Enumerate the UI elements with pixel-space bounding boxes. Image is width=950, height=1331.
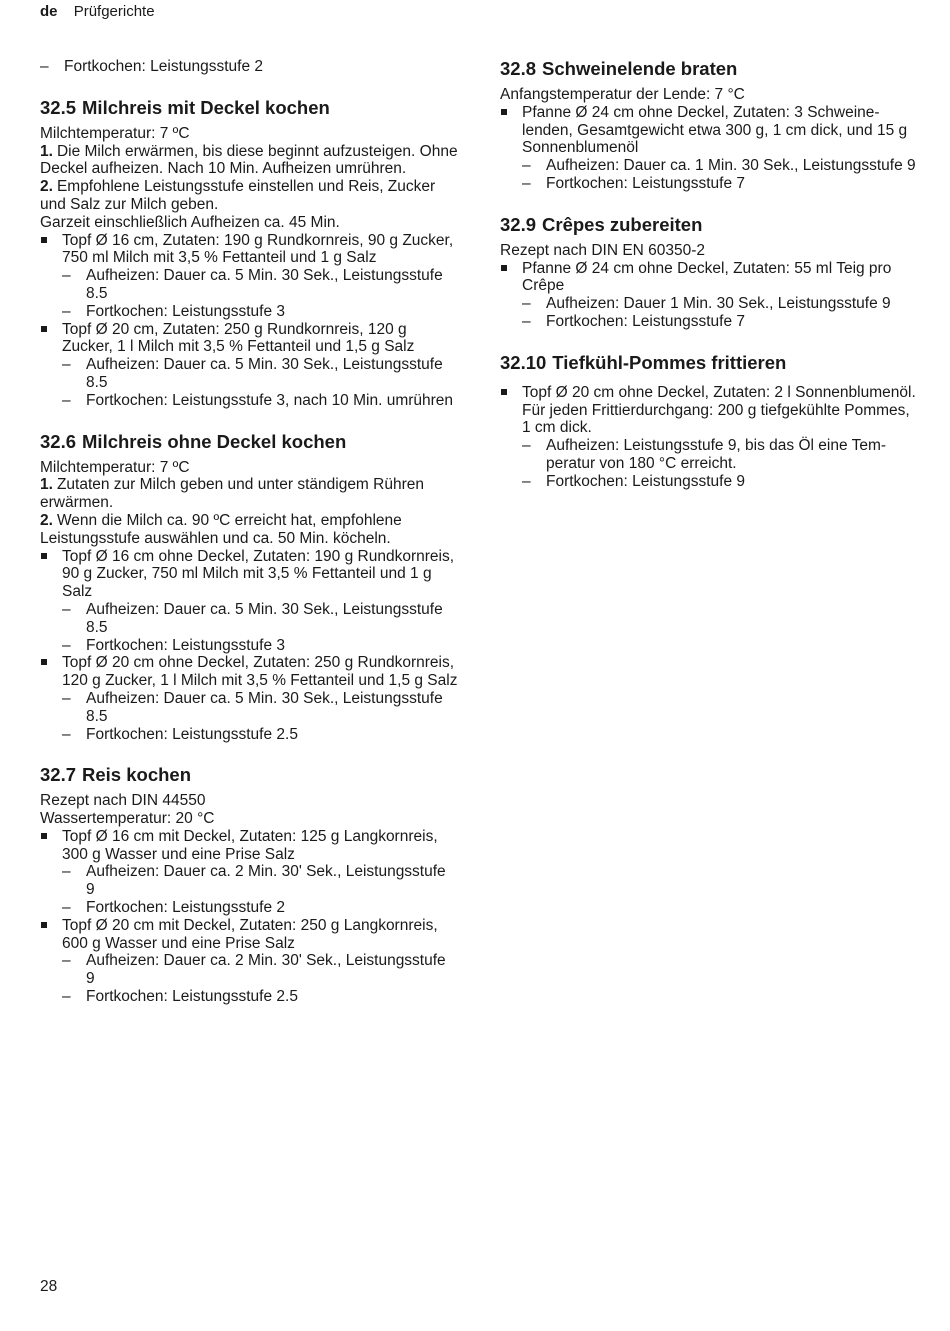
section-title: Milchreis ohne Deckel kochen (82, 430, 347, 452)
dash-item: – Aufheizen: Dauer ca. 5 Min. 30 Sek., Leistungsstufe 8.5 (62, 356, 458, 392)
dash-list (522, 157, 918, 193)
bullet-item (40, 232, 458, 321)
section-number: 32.6 (40, 430, 77, 452)
bullet-text: Topf Ø 20 cm, Zutaten: 250 g Rundkornreis, 120 g Zucker, 1 l Milch mit 3,5 % Fettanteil und 1,5 g Salz (62, 320, 415, 356)
dash-item: – Aufheizen: Dauer ca. 5 Min. 30 Sek., Leistungsstufe 8.5 (62, 601, 458, 637)
section-32-6 (40, 431, 458, 744)
dash-item: – Aufheizen: Dauer ca. 5 Min. 30 Sek., Leistungsstufe 8.5 (62, 690, 458, 726)
bullet-item (40, 828, 458, 917)
bullet-list (500, 384, 918, 491)
dash-item: – Aufheizen: Dauer ca. 1 Min. 30 Sek., Leistungsstufe 9 (522, 157, 918, 175)
intro-text: Anfangstemperatur der Lende: 7 °C (500, 86, 745, 103)
bullet-list (500, 104, 918, 193)
section-number: 32.9 (500, 213, 537, 235)
intro-text: Milchtemperatur: 7 ºC (40, 458, 190, 476)
language-code: de (40, 3, 58, 20)
section-number: 32.5 (40, 96, 77, 118)
dash-item: – Aufheizen: Dauer 1 Min. 30 Sek., Leistungsstufe 9 (522, 295, 918, 313)
intro-text: Wassertemperatur: 20 °C (40, 810, 215, 828)
section-number: 32.10 (500, 351, 547, 373)
left-column (40, 58, 458, 1006)
intro-text: Rezept nach DIN 44550 (40, 792, 206, 810)
section-heading (40, 431, 458, 453)
dash-item: – Fortkochen: Leistungsstufe 3 (62, 303, 458, 321)
step-item (40, 143, 458, 179)
intro-text: Milchtemperatur: 7 ºC (40, 124, 190, 142)
steps-list (40, 476, 458, 547)
step-number: 2. (40, 511, 53, 529)
step-item (40, 476, 458, 512)
step-number: 2. (40, 178, 53, 196)
dash-item: – Fortkochen: Leistungsstufe 9 (522, 473, 918, 491)
section-32-10 (500, 352, 918, 491)
bullet-item (40, 917, 458, 1006)
step-text: Die Milch erwärmen, bis diese beginnt aufzusteigen. Ohne Deckel aufheizen. Nach 10 Min. Aufheizen umrühren. (40, 142, 458, 178)
bullet-text: Pfanne Ø 24 cm ohne Deckel, Zutaten: 3 Schweinelenden, Gesamtgewicht etwa 300 g, 1 cm dick, und 15 g Sonnenblumenöl (522, 103, 908, 157)
dash-list (62, 601, 458, 654)
bullet-text: Topf Ø 20 cm ohne Deckel, Zutaten: 2 l Sonnenblumenöl. Für jeden Frittierdurchgang: 200 g tiefgekühlte Pommes, 1 cm dick. (522, 383, 916, 437)
bullet-item (40, 321, 458, 410)
section-32-8 (500, 58, 918, 193)
dash-list (522, 437, 918, 490)
section-title: Reis kochen (82, 764, 192, 786)
dash-item: – Fortkochen: Leistungsstufe 3, nach 10 Min. umrühren (62, 392, 458, 410)
dash-list (62, 356, 458, 409)
page-number: 28 (40, 1278, 58, 1295)
dash-item: – Fortkochen: Leistungsstufe 2 (40, 58, 458, 76)
section-32-5 (40, 97, 458, 410)
dash-list (62, 952, 458, 1005)
dash-list (62, 863, 458, 916)
dash-item: – Fortkochen: Leistungsstufe 2.5 (62, 988, 458, 1006)
bullet-text: Topf Ø 20 cm mit Deckel, Zutaten: 250 g Langkornreis, 600 g Wasser und eine Prise Salz (62, 916, 438, 952)
step-text: Wenn die Milch ca. 90 ºC erreicht hat, empfohlene Leistungsstufe auswählen und ca. 50 Min. köcheln. (40, 511, 402, 547)
dash-item: – Fortkochen: Leistungsstufe 2.5 (62, 726, 458, 744)
bullet-list (40, 828, 458, 1006)
dash-item: – Fortkochen: Leistungsstufe 7 (522, 313, 918, 331)
section-number: 32.7 (40, 764, 77, 786)
dash-item: – Fortkochen: Leistungsstufe 7 (522, 175, 918, 193)
dash-list (40, 58, 458, 76)
section-heading (40, 764, 458, 786)
intro-text: Rezept nach DIN EN 60350-2 (500, 241, 706, 259)
right-column (500, 58, 918, 491)
section-heading (500, 58, 918, 80)
dash-item: – Aufheizen: Dauer ca. 5 Min. 30 Sek., Leistungsstufe 8.5 (62, 267, 458, 303)
bullet-item (40, 548, 458, 655)
step-number: 1. (40, 476, 53, 494)
section-title: Milchreis mit Deckel kochen (82, 96, 330, 118)
section-title: Tiefkühl-Pommes frittieren (552, 351, 787, 373)
step-number: 1. (40, 142, 53, 160)
step-item (40, 512, 458, 548)
dash-item: – Fortkochen: Leistungsstufe 3 (62, 637, 458, 655)
page-header (40, 3, 155, 21)
steps-list (40, 143, 458, 214)
section-32-7 (40, 764, 458, 1006)
dash-list (62, 690, 458, 743)
cooking-time-text: Garzeit einschließlich Aufheizen ca. 45 Min. (40, 213, 340, 231)
dash-list (522, 295, 918, 331)
bullet-list (40, 548, 458, 744)
step-text: Empfohlene Leistungsstufe einstellen und Reis, Zucker und Salz zur Milch geben. (40, 178, 436, 213)
bullet-text: Topf Ø 20 cm ohne Deckel, Zutaten: 250 g Rundkornreis, 120 g Zucker, 1 l Milch mit 3,5 % Fettanteil und 1,5 g Salz (62, 654, 458, 690)
bullet-text: Pfanne Ø 24 cm ohne Deckel, Zutaten: 55 ml Teig pro Crêpe (522, 259, 892, 295)
bullet-text: Topf Ø 16 cm ohne Deckel, Zutaten: 190 g Rundkornreis, 90 g Zucker, 750 ml Milch mit 3,5 % Fettanteil und 1 g Salz (62, 547, 455, 601)
dash-item: – Aufheizen: Leistungsstufe 9, bis das Öl eine Temperatur von 180 °C erreicht. (522, 437, 918, 473)
bullet-item (500, 104, 918, 193)
bullet-list (500, 260, 918, 331)
bullet-list (40, 232, 458, 410)
bullet-text: Topf Ø 16 cm, Zutaten: 190 g Rundkornreis, 90 g Zucker, 750 ml Milch mit 3,5 % Fettanteil und 1 g Salz (62, 231, 454, 267)
section-heading (40, 97, 458, 119)
step-text: Zutaten zur Milch geben und unter ständigem Rühren erwärmen. (40, 476, 424, 512)
step-item (40, 178, 458, 214)
section-number: 32.8 (500, 58, 537, 79)
section-heading (500, 352, 918, 374)
section-heading (500, 214, 918, 236)
bullet-item (40, 654, 458, 743)
section-title: Crêpes zubereiten (542, 213, 703, 235)
dash-item: – Aufheizen: Dauer ca. 2 Min. 30' Sek., Leistungsstufe 9 (62, 863, 458, 899)
bullet-item (500, 260, 918, 331)
dash-list (62, 267, 458, 320)
section-title: Schweinelende braten (542, 58, 738, 79)
bullet-item (500, 384, 918, 491)
section-32-9 (500, 214, 918, 331)
header-title: Prüfgerichte (73, 3, 155, 20)
dash-item: – Fortkochen: Leistungsstufe 2 (62, 899, 458, 917)
bullet-text: Topf Ø 16 cm mit Deckel, Zutaten: 125 g Langkornreis, 300 g Wasser und eine Prise Salz (62, 827, 438, 863)
dash-item: – Aufheizen: Dauer ca. 2 Min. 30' Sek., Leistungsstufe 9 (62, 952, 458, 988)
